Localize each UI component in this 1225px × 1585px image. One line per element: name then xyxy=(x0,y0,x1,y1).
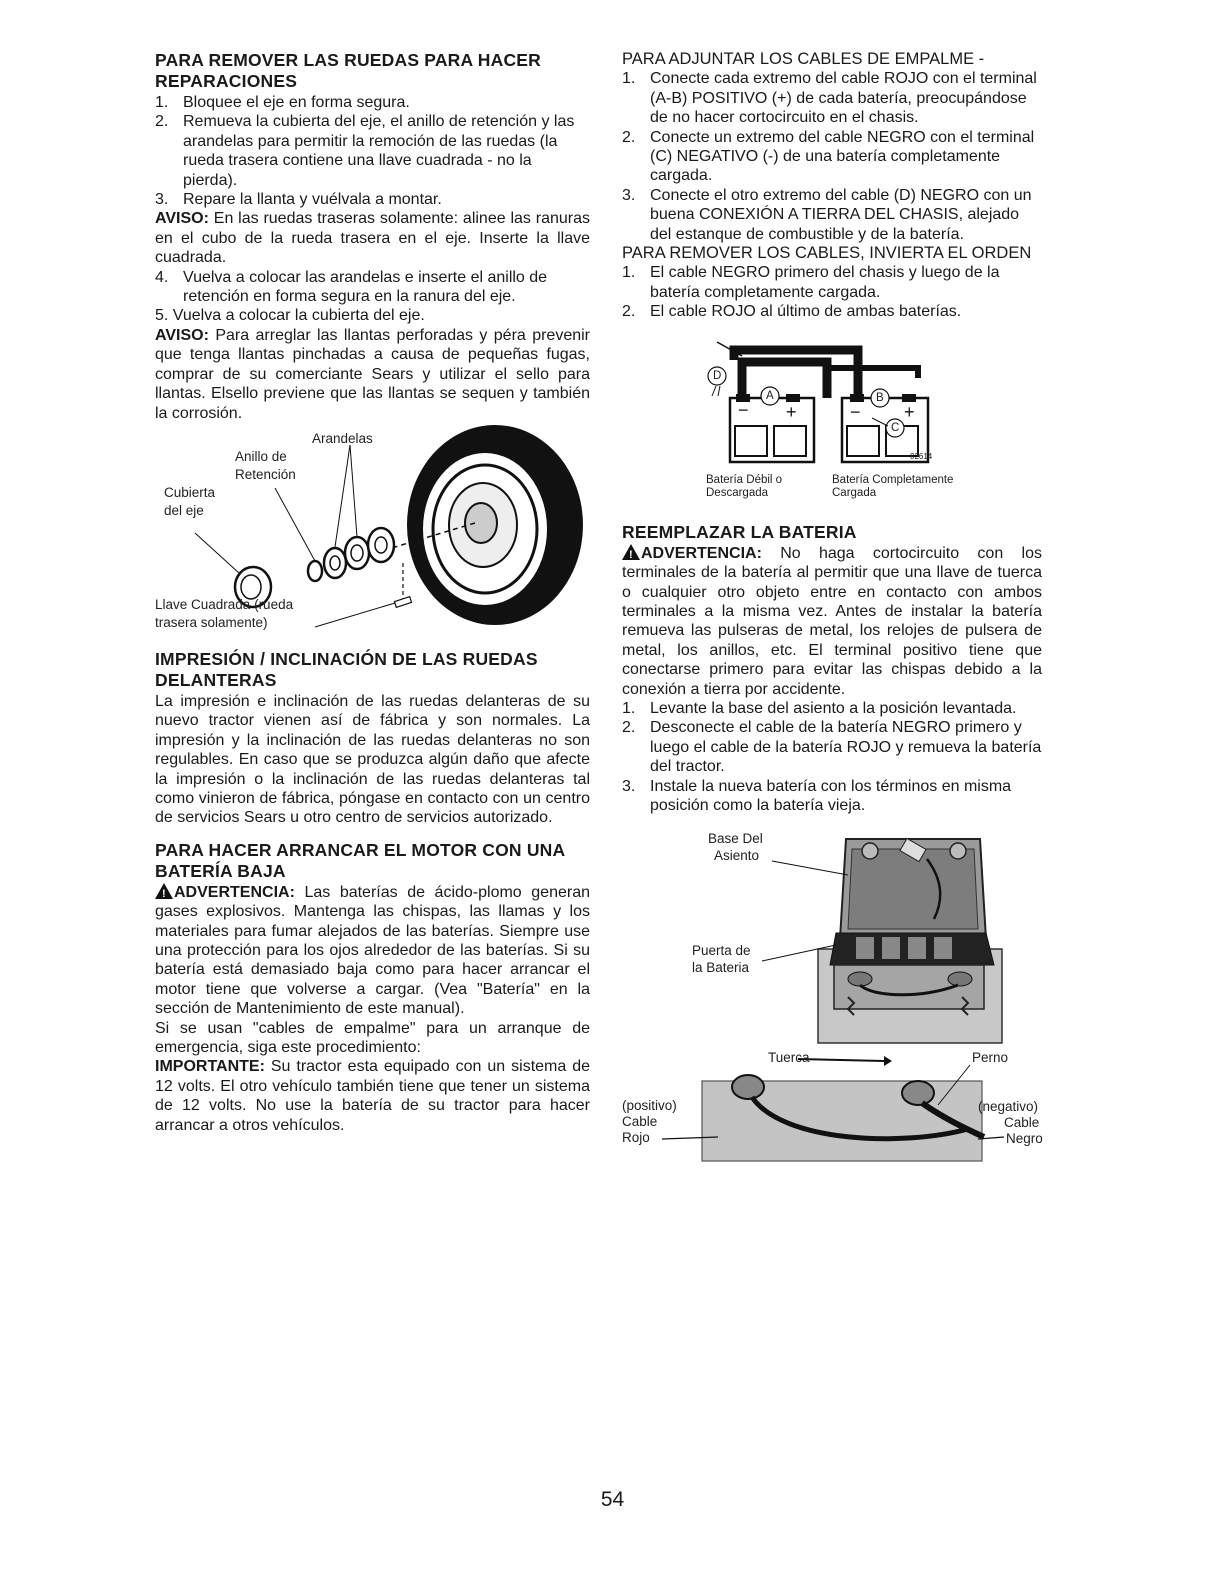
step-text: Bloquee el eje en forma segura. xyxy=(183,94,410,111)
label-llave-1: Llave Cuadrada (rueda xyxy=(155,596,294,612)
list-item xyxy=(622,718,1042,776)
step-number: 4. xyxy=(155,268,169,286)
step-text: Instale la nueva batería con los términos en misma posición como la batería vieja. xyxy=(650,777,1012,814)
label-negativo: (negativo) xyxy=(978,1099,1039,1115)
list-item xyxy=(155,190,590,209)
section-title-remove-wheels: PARA REMOVER LAS RUEDAS PARA HACER REPARACIONES xyxy=(155,50,541,91)
list-item xyxy=(155,268,590,307)
figure-code: 02614 xyxy=(910,451,933,461)
list-item xyxy=(622,302,1042,321)
label-positivo: (positivo) xyxy=(622,1098,677,1114)
left-column xyxy=(155,50,590,1135)
label-tuerca: Tuerca xyxy=(768,1050,810,1066)
battery-cables-figure xyxy=(622,1047,1042,1165)
label-weak-battery-2: Descargada xyxy=(706,486,769,499)
step-text: Conecte cada extremo del cable ROJO con el terminal (A-B) POSITIVO (+) de cada batería, preocupándose de no hacer cortocircuito en el chasis. xyxy=(650,70,1037,127)
label-cable-negro-2: Negro xyxy=(1006,1131,1043,1147)
svg-text:−: − xyxy=(850,401,861,422)
steps-list xyxy=(622,699,1042,815)
aviso-paragraph xyxy=(155,209,590,267)
label-cable-rojo-2: Rojo xyxy=(622,1130,650,1146)
label-del-eje: del eje xyxy=(164,502,204,518)
aviso-paragraph xyxy=(155,326,590,423)
step-number: 2. xyxy=(622,303,636,321)
steps-list xyxy=(155,268,590,307)
step-number: 2. xyxy=(622,719,636,737)
aviso-text: Para arreglar las llantas perforadas y péra prevenir que tenga llantas pinchadas a causa de pequeñas fugas, comprar de su comerciante Sears y utilizar el sello para llantas. Elsello previene que las llantas se sequen y también la corrosión. xyxy=(155,326,590,422)
step-number: 1. xyxy=(622,70,636,88)
label-asiento: Asiento xyxy=(714,848,760,864)
seat-base-figure xyxy=(622,829,1042,1047)
warning-icon xyxy=(155,883,173,899)
list-item xyxy=(622,186,1042,244)
callout-a: A xyxy=(766,389,774,402)
jumper-cable-diagram xyxy=(622,338,1042,516)
section-attach-cables xyxy=(622,50,1042,322)
step-number: 1. xyxy=(622,264,636,282)
warning-label: ADVERTENCIA: xyxy=(641,544,762,562)
label-retencion: Retención xyxy=(235,466,296,482)
steps-list xyxy=(155,93,590,209)
label-cubierta: Cubierta xyxy=(164,484,216,500)
label-cable-rojo-1: Cable xyxy=(622,1114,658,1130)
warning-text: Las baterías de ácido-plomo generan gases explosivos. Mantenga las chispas, las llamas y los materiales para fumar alejados de las baterías. Siempre use una protección para los ojos alrededor de las baterías. Si su batería está demasiado baja como para hacer arrancar el motor tiene que volverse a cargar. (Vea "Batería" en la sección de Mantenimiento de este manual). xyxy=(155,883,590,1018)
step-text: Conecte el otro extremo del cable (D) NEGRO con un buena CONEXIÓN A TIERRA DEL CHASIS, alejado del estanque de combustible y de la batería. xyxy=(650,186,1032,243)
step-text: Remueva la cubierta del eje, el anillo de retención y las arandelas para permitir la remoción de las ruedas (la rueda trasera contiene una llave cuadrada - no la pierda). xyxy=(183,113,575,189)
section-wheel-alignment xyxy=(155,649,590,828)
warning-icon xyxy=(622,544,640,560)
important-text: Su tractor esta equipado con un sistema de 12 volts. El otro vehículo también tiene que tener un sistema de 12 volts. No use la batería de su tractor para hacer arrancar a otros vehículos. xyxy=(155,1058,590,1134)
list-item xyxy=(622,263,1042,302)
step-number: 2. xyxy=(622,128,636,146)
right-column xyxy=(622,50,1042,1165)
section-title-replace-battery: REEMPLAZAR LA BATERIA xyxy=(622,521,857,542)
step-text: Conecte un extremo del cable NEGRO con el terminal (C) NEGATIVO (-) de una batería completamente cargada. xyxy=(650,128,1035,185)
step-5: 5. Vuelva a colocar la cubierta del eje. xyxy=(155,307,425,325)
warning-paragraph xyxy=(155,883,590,1019)
svg-text:+: + xyxy=(786,401,797,422)
step-number: 1. xyxy=(155,94,169,111)
page-number: 54 xyxy=(600,1488,625,1511)
section-replace-battery xyxy=(622,522,1042,816)
section-title-jump-start: PARA HACER ARRANCAR EL MOTOR CON UNA BATERÍA BAJA xyxy=(155,839,565,881)
warning-text: No haga cortocircuito con los terminales de la batería al permitir que una llave de tuerca o cualquier otro objeto entre en contacto con ambos terminales a la misma vez. Antes de instalar la batería remueva las pulseras de metal, los relojes de pulsera de metal, los anillos, etc. El terminal positivo tiene que conectarse primero para evitar las chispas debido a la conexión a tierra por accidente. xyxy=(622,544,1042,698)
label-la-bateria: la Bateria xyxy=(692,960,750,976)
aviso-label: AVISO: xyxy=(155,326,209,344)
wheel-assembly-figure xyxy=(155,423,590,635)
step-number: 3. xyxy=(622,186,636,204)
list-item xyxy=(155,112,590,190)
important-label: IMPORTANTE: xyxy=(155,1058,265,1076)
callout-c: C xyxy=(891,421,900,434)
warning-paragraph xyxy=(622,544,1042,699)
step-number: 3. xyxy=(622,777,636,795)
section-title-attach-cables: PARA ADJUNTAR LOS CABLES DE EMPALME - xyxy=(622,50,985,68)
section-jump-start xyxy=(155,840,590,1135)
label-anillo: Anillo de xyxy=(235,448,287,464)
battery-compartment-illustration xyxy=(622,829,1042,1047)
label-cable-negro-1: Cable xyxy=(1004,1115,1040,1131)
label-weak-battery-1: Batería Débil o xyxy=(706,473,783,486)
list-item xyxy=(622,777,1042,816)
wheel-alignment-text: La impresión e inclinación de las ruedas delanteras de su nuevo tractor vienen así de fábrica y son normales. La impresión y la inclinación de las ruedas delanteras no son regulables. En caso que se produzca algún daño que afecte la impresión o la inclinación de las ruedas delanteras tal como vinieron de fábrica, póngase en contacto con un centro de servicios Sears u otro centro de servicios autorizado. xyxy=(155,692,590,827)
svg-text:−: − xyxy=(738,399,749,420)
section-title-wheel-alignment: IMPRESIÓN / INCLINACIÓN DE LAS RUEDAS DELANTERAS xyxy=(155,648,538,690)
step-text: El cable ROJO al último de ambas baterías. xyxy=(650,303,962,321)
warning-label: ADVERTENCIA: xyxy=(174,883,295,901)
label-full-battery-2: Cargada xyxy=(832,486,877,499)
important-paragraph xyxy=(155,1057,590,1135)
jumper-cables-text: Si se usan "cables de empalme" para un arranque de emergencia, siga este procedimiento: xyxy=(155,1019,590,1056)
step-text: Vuelva a colocar las arandelas e inserte el anillo de retención en forma segura en la ranura del eje. xyxy=(183,268,548,306)
step-number: 3. xyxy=(155,191,169,209)
aviso-text: En las ruedas traseras solamente: alinee las ranuras en el cubo de la rueda trasera en el eje. Inserte la llave cuadrada. xyxy=(155,210,590,267)
label-base-del: Base Del xyxy=(708,831,763,847)
aviso-label: AVISO: xyxy=(155,210,209,228)
callout-b: B xyxy=(876,391,884,404)
step-text: El cable NEGRO primero del chasis y luego de la batería completamente cargada. xyxy=(650,264,1000,301)
remove-cables-title: PARA REMOVER LOS CABLES, INVIERTA EL ORDEN xyxy=(622,244,1032,263)
step-text: Repare la llanta y vuélvala a montar. xyxy=(183,191,442,209)
steps-list xyxy=(622,263,1042,321)
step-number: 1. xyxy=(622,699,636,717)
step-number: 2. xyxy=(155,113,169,131)
label-puerta-de: Puerta de xyxy=(692,943,751,959)
label-full-battery-1: Batería Completamente xyxy=(832,473,954,486)
label-llave-2: trasera solamente) xyxy=(155,614,268,630)
svg-text:+: + xyxy=(904,401,915,422)
callout-d: D xyxy=(713,369,722,382)
list-item xyxy=(622,128,1042,186)
step-text: Levante la base del asiento a la posición levantada. xyxy=(650,699,1017,717)
list-item xyxy=(622,69,1042,127)
steps-list xyxy=(622,69,1042,244)
section-remove-wheels xyxy=(155,50,590,423)
label-perno: Perno xyxy=(972,1050,1009,1066)
step-text: Desconecte el cable de la batería NEGRO primero y luego el cable de la batería ROJO y remueva la batería del tractor. xyxy=(650,719,1042,776)
label-arandelas: Arandelas xyxy=(312,430,373,446)
list-item xyxy=(622,699,1042,718)
list-item xyxy=(155,93,590,112)
